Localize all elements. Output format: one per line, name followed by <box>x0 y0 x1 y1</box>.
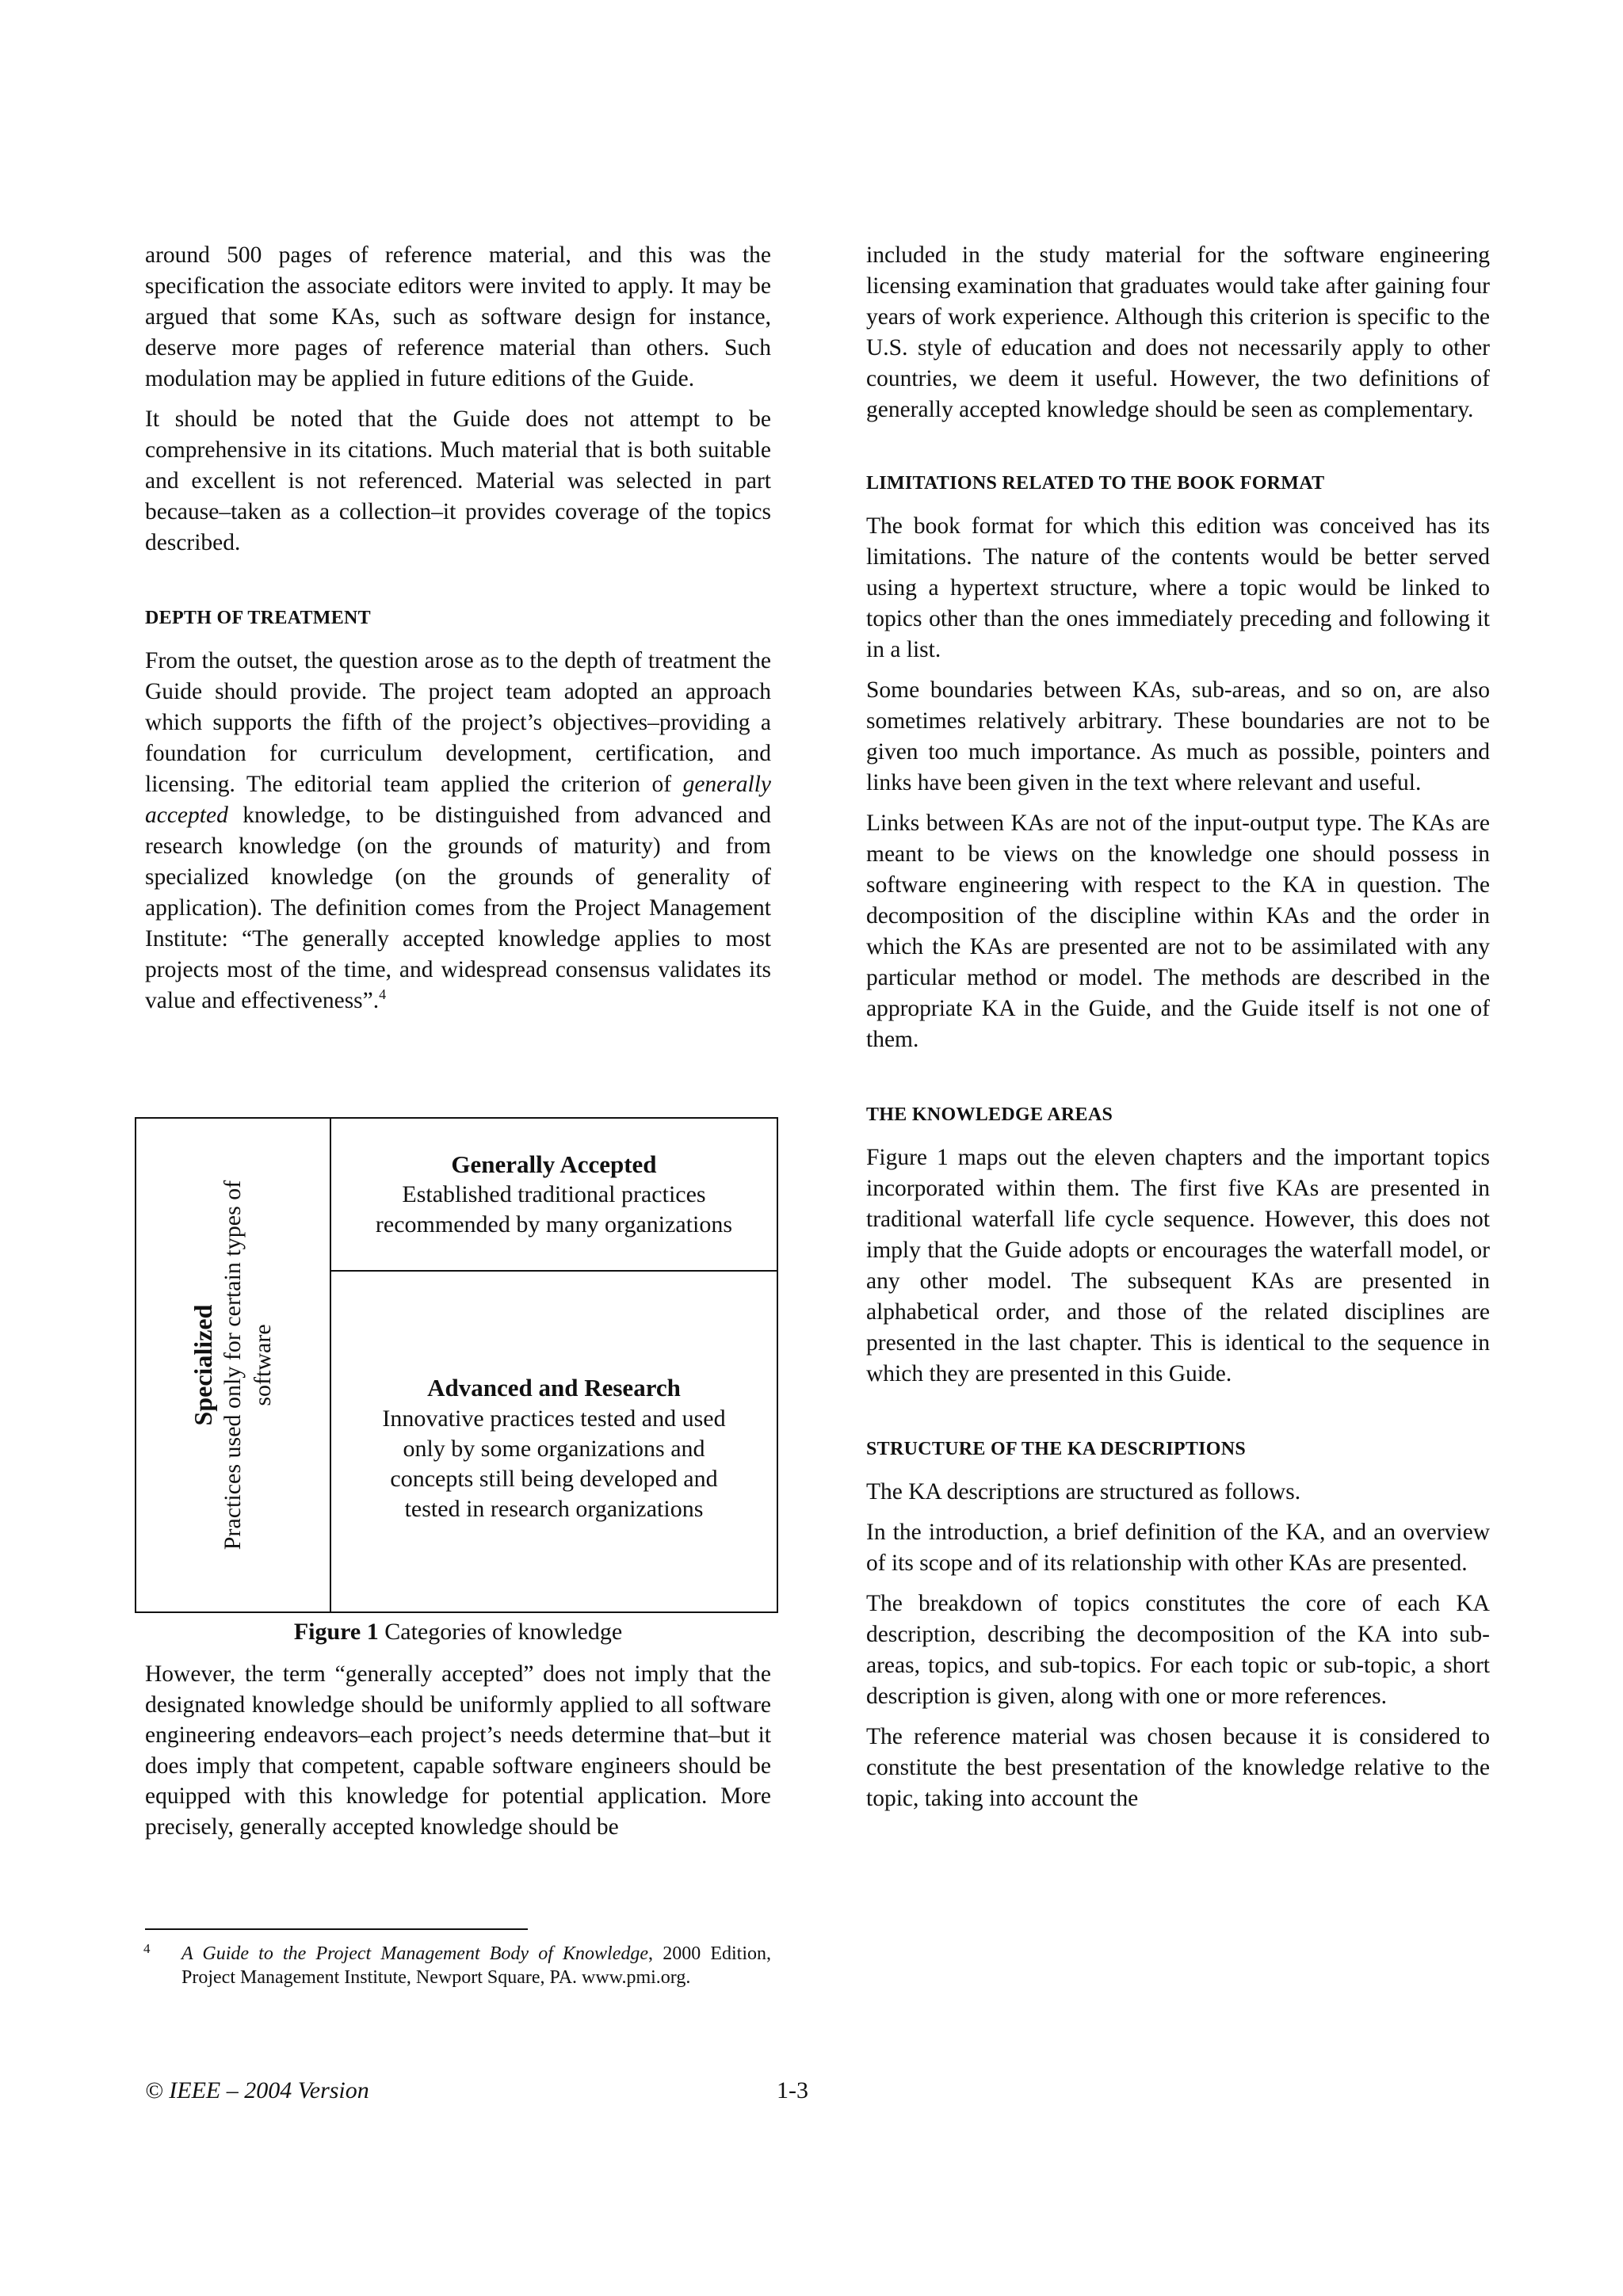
paragraph: included in the study material for the software engineering licensing examination that graduates would take after gaining four years of work experience. Although this criterion is specific to the U.S. style of education and does not necessarily apply to other countries, we deem it useful. However, the two definitions of generally accepted knowledge should be seen as complementary. <box>866 242 1490 422</box>
left-column-continued <box>145 1659 771 1852</box>
generally-accepted-cell <box>331 1119 777 1272</box>
advanced-research-description: Innovative practices tested and used only by some organizations and concepts still being developed and tested in research organizations <box>382 1405 726 1522</box>
paragraph: From the outset, the question arose as to the depth of treatment the Guide should provide. The project team adopted an approach which supports the fifth of the project’s objectives–providing a foundation for curriculum development, certification, and licensing. The editorial team applied the criterion of generally accepted knowledge, to be distinguished from advanced and research knowledge (on the grounds of maturity) and from specialized knowledge (on the grounds of generality of application). The definition comes from the Project Management Institute: “The generally accepted knowledge applies to most projects most of the time, and widespread consensus validates its value and effectiveness”.$^4$ <box>145 648 771 1013</box>
advanced-research-title: Advanced and Research <box>427 1374 681 1402</box>
figure-caption: Figure 1 Categories of knowledge <box>293 1619 623 1645</box>
paragraph: Some boundaries between KAs, sub-areas, and so on, are also sometimes relatively arbitrary. These boundaries are not to be given too much importance. As much as possible, pointers and links have been given in the text where relevant and useful. <box>866 677 1490 795</box>
paragraph: The KA descriptions are structured as follows. <box>866 1479 1301 1505</box>
paragraph: around 500 pages of reference material, and this was the specification the associate editors were invited to apply. It may be argued that some KAs, such as software design for instance, deserve more pages of reference material than others. Such modulation may be applied in future editions of the Guide. <box>145 242 771 391</box>
footnote-title: A Guide to the Project Management Body of Knowledge <box>181 1943 649 1964</box>
paragraph: The book format for which this edition was conceived has its limitations. The nature of the contents would be better served using a hypertext structure, where a topic would be linked to topics other than the ones immediately preceding and following it in a list. <box>866 513 1490 662</box>
section-heading-knowledge-areas: THE KNOWLEDGE AREAS <box>866 1104 1113 1125</box>
footer-copyright: © IEEE – 2004 Version <box>145 2077 369 2103</box>
right-column <box>866 240 1490 1824</box>
page-number: 1-3 <box>777 2077 808 2103</box>
paragraph: Links between KAs are not of the input-output type. The KAs are meant to be views on the knowledge one should possess in software engineering with respect to the KA in question. The decomposition of the discipline within KAs and the order in which the KAs are presented are not to be assimilated with any particular method or model. The methods are described in the appropriate KA in the Guide, and the Guide itself is not one of them. <box>866 810 1490 1052</box>
paragraph: In the introduction, a brief definition of the KA, and an overview of its scope and of its relationship with other KAs are presented. <box>866 1520 1490 1576</box>
footnote-number: 4 <box>143 1941 151 1956</box>
left-column <box>145 240 771 1026</box>
footnote-divider <box>145 1928 528 1930</box>
advanced-research-cell <box>331 1272 777 1611</box>
specialized-rotated-text <box>188 1143 278 1587</box>
figure-categories-of-knowledge <box>135 1117 778 1613</box>
specialized-description: Practices used only for certain types of software <box>220 1180 276 1550</box>
footnote: 4 A Guide to the Project Management Body of Knowledge, 2000 Edition, Project Management Institute, Newport Square, PA. www.pmi.org. <box>145 1942 771 1989</box>
specialized-cell <box>136 1119 331 1611</box>
generally-accepted-description: Established traditional practices recommended by many organizations <box>375 1180 733 1238</box>
section-heading-structure: STRUCTURE OF THE KA DESCRIPTIONS <box>866 1439 1247 1459</box>
paragraph: Figure 1 maps out the eleven chapters and the important topics incorporated within them. The first five KAs are presented in traditional waterfall life cycle sequence. However, this does not imply that the Guide adopts or encourages the waterfall model, or any other model. The subsequent KAs are presented in alphabetical order, and those of the related disciplines are presented in the last chapter. This is identical to the sequence in which they are presented in this Guide. <box>866 1145 1490 1386</box>
paragraph: It should be noted that the Guide does not attempt to be comprehensive in its citations. Much material that is both suitable and excellent is not referenced. Material was selected in part because–taken as a collection–it provides coverage of the topics described. <box>145 406 771 555</box>
generally-accepted-title: Generally Accepted <box>451 1150 657 1178</box>
section-heading-depth-of-treatment: DEPTH OF TREATMENT <box>145 608 371 628</box>
specialized-title: Specialized <box>189 1304 217 1426</box>
paragraph: The breakdown of topics constitutes the core of each KA description, describing the decomposition of the KA into sub-areas, topics, and sub-topics. For each topic or sub-topic, a short description is given, along with one or more references. <box>866 1591 1490 1709</box>
section-heading-limitations: LIMITATIONS RELATED TO THE BOOK FORMAT <box>866 473 1325 494</box>
footnote-marker: 4 <box>379 986 387 1003</box>
paragraph: However, the term “generally accepted” does not imply that the designated knowledge should be uniformly applied to all software engineering endeavors–each project’s needs determine that–but it does imply that competent, capable software engineers should be equipped with this knowledge for potential application. More precisely, generally accepted knowledge should be <box>145 1661 771 1840</box>
paragraph: The reference material was chosen because it is considered to constitute the best presentation of the knowledge relative to the topic, taking into account the <box>866 1724 1490 1811</box>
